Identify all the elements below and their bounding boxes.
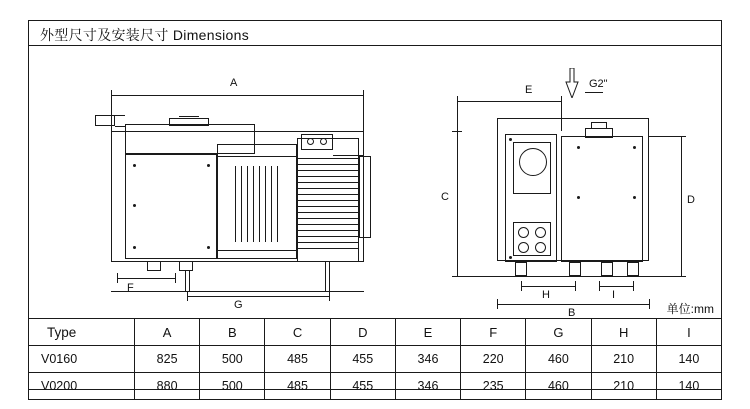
louvre-slat <box>235 166 236 242</box>
table-header-cell-c: C <box>265 319 330 346</box>
front-foot-left <box>515 262 527 276</box>
cell-a: 880 <box>135 373 200 400</box>
louvre-slat <box>253 166 254 242</box>
top-port-neck <box>591 122 607 129</box>
dim-tick-c-top <box>452 131 462 132</box>
louvre-slat <box>247 166 248 242</box>
louvre-slat <box>259 166 260 242</box>
screw-dot <box>207 164 210 167</box>
table-header-cell-e: E <box>395 319 460 346</box>
bolt-hole <box>535 242 546 253</box>
cell-f: 220 <box>461 346 526 373</box>
dim-tick-i-right <box>633 281 634 291</box>
cell-g: 460 <box>526 346 591 373</box>
foot-right-stem2 <box>329 261 330 291</box>
unit-note: 单位:mm <box>666 302 714 316</box>
table-header-cell-g: G <box>526 319 591 346</box>
dim-label-b: B <box>568 307 576 319</box>
screw-dot <box>577 146 580 149</box>
screw-dot <box>633 146 636 149</box>
suction-flange-circle <box>519 148 547 176</box>
front-foot-mid2 <box>601 262 613 276</box>
table-header-cell-f: F <box>461 319 526 346</box>
cell-type: V0160 <box>29 346 135 373</box>
terminal-box <box>301 134 333 150</box>
base-line <box>111 291 364 292</box>
louvre-slat <box>277 166 278 242</box>
screw-dot <box>133 164 136 167</box>
table-header-cell-a: A <box>135 319 200 346</box>
motor-fin <box>297 230 359 231</box>
cell-h: 210 <box>591 346 656 373</box>
front-base-line <box>497 276 649 277</box>
motor-fin <box>297 248 359 249</box>
motor-fin <box>297 200 359 201</box>
dim-tick-i-left <box>599 281 600 291</box>
motor-fin <box>297 194 359 195</box>
terminal-hole <box>307 138 314 145</box>
dim-label-f: F <box>127 282 134 294</box>
dim-label-e: E <box>525 84 533 96</box>
motor-fin <box>297 170 359 171</box>
down-arrow-icon <box>565 68 579 98</box>
screw-dot <box>509 256 512 259</box>
dim-tick-h-left <box>521 281 522 291</box>
cell-h: 210 <box>591 373 656 400</box>
motor-fin <box>297 164 359 165</box>
foot-mid <box>179 261 193 271</box>
ext-line-d-top <box>649 136 683 137</box>
dim-label-g2: G2" <box>589 78 608 90</box>
dimensions-table <box>28 318 722 400</box>
motor-fin <box>297 182 359 183</box>
dim-line-b <box>497 304 649 305</box>
dim-line-i <box>599 286 633 287</box>
ext-line-d-bottom <box>649 276 683 277</box>
dim-line-e <box>457 101 561 102</box>
dim-line-h <box>521 286 575 287</box>
terminal-hole <box>320 138 327 145</box>
louvre-panel <box>217 144 297 259</box>
foot-mid-stem2 <box>189 271 190 291</box>
table-row <box>29 346 722 373</box>
screw-dot <box>133 204 136 207</box>
hood-handle <box>169 118 209 126</box>
foot-left <box>147 261 161 271</box>
inlet-neck-bottom <box>115 126 125 127</box>
drawing-area <box>29 46 721 318</box>
cell-b: 500 <box>200 373 265 400</box>
dim-line-c <box>457 131 458 276</box>
front-top-edge <box>497 118 649 119</box>
cell-i: 140 <box>656 346 721 373</box>
cell-a: 825 <box>135 346 200 373</box>
motor-fin <box>297 158 359 159</box>
motor-fin <box>297 206 359 207</box>
motor-fin <box>297 212 359 213</box>
foot-mid-stem <box>185 271 186 291</box>
dim-label-c: C <box>441 191 449 203</box>
dim-line-a <box>111 95 364 96</box>
top-port-block <box>585 128 613 138</box>
cell-b: 500 <box>200 346 265 373</box>
table-header-cell-d: D <box>330 319 395 346</box>
cell-f: 235 <box>461 373 526 400</box>
bolt-hole <box>535 227 546 238</box>
inlet-port <box>95 115 115 126</box>
dim-line-d <box>681 136 682 276</box>
dim-tick-h-right <box>575 281 576 291</box>
dim-tick-f-left <box>117 273 118 283</box>
dim-tick-g-left <box>187 291 188 301</box>
page-title: 外型尺寸及安装尺寸 Dimensions <box>40 27 250 43</box>
table-header-cell-b: B <box>200 319 265 346</box>
louvre-slat <box>271 166 272 242</box>
screw-dot <box>633 196 636 199</box>
front-foot-right <box>627 262 639 276</box>
cell-e: 346 <box>395 346 460 373</box>
cell-e: 346 <box>395 373 460 400</box>
front-foot-mid <box>569 262 581 276</box>
dim-label-d: D <box>687 194 695 206</box>
foot-right-stem <box>325 261 326 291</box>
dim-label-a: A <box>230 77 238 89</box>
ext-line-a-right <box>363 95 364 155</box>
cell-c: 485 <box>265 373 330 400</box>
dim-tick-b-right <box>649 299 650 309</box>
inlet-neck-top <box>115 115 125 116</box>
table-header-cell-h: H <box>591 319 656 346</box>
bolt-hole <box>518 242 529 253</box>
motor-fin <box>297 188 359 189</box>
dim-tick-f-right <box>175 273 176 283</box>
cell-c: 485 <box>265 346 330 373</box>
louvre-panel-top-rule <box>217 156 297 157</box>
bolt-hole <box>518 227 529 238</box>
table-header-row <box>29 319 722 346</box>
dim-tick-b-left <box>497 299 498 309</box>
screw-dot <box>207 246 210 249</box>
motor-end-cap <box>359 156 371 238</box>
motor-fin <box>297 218 359 219</box>
motor-fin <box>297 242 359 243</box>
dim-label-h: H <box>542 289 550 301</box>
table-header-cell-i: I <box>656 319 721 346</box>
louvre-slat <box>265 166 266 242</box>
motor-fin <box>297 176 359 177</box>
cell-d: 455 <box>330 373 395 400</box>
cell-d: 455 <box>330 346 395 373</box>
body-left-edge <box>111 131 112 261</box>
dim-line-f <box>117 278 175 279</box>
dim-line-g <box>187 296 329 297</box>
dim-label-g: G <box>234 299 243 311</box>
motor-fin <box>297 224 359 225</box>
motor-fin <box>297 236 359 237</box>
dim-tick-g-right <box>329 291 330 301</box>
leader-g2 <box>585 92 603 93</box>
louvre-slat <box>241 166 242 242</box>
dim-label-i: I <box>612 289 616 301</box>
louvre-panel-bottom-rule <box>217 250 297 251</box>
cabinet-left <box>125 154 217 259</box>
table-row <box>29 373 722 400</box>
ext-line-c-bottom <box>457 276 501 277</box>
front-body-panel <box>561 136 643 262</box>
screw-dot <box>509 138 512 141</box>
table-header-cell-type: Type <box>29 319 135 346</box>
cell-i: 140 <box>656 373 721 400</box>
screw-dot <box>577 196 580 199</box>
cell-g: 460 <box>526 373 591 400</box>
cell-type: V0200 <box>29 373 135 400</box>
ext-line-e-left <box>457 101 458 131</box>
screw-dot <box>133 246 136 249</box>
hood-handle-top <box>179 116 199 117</box>
